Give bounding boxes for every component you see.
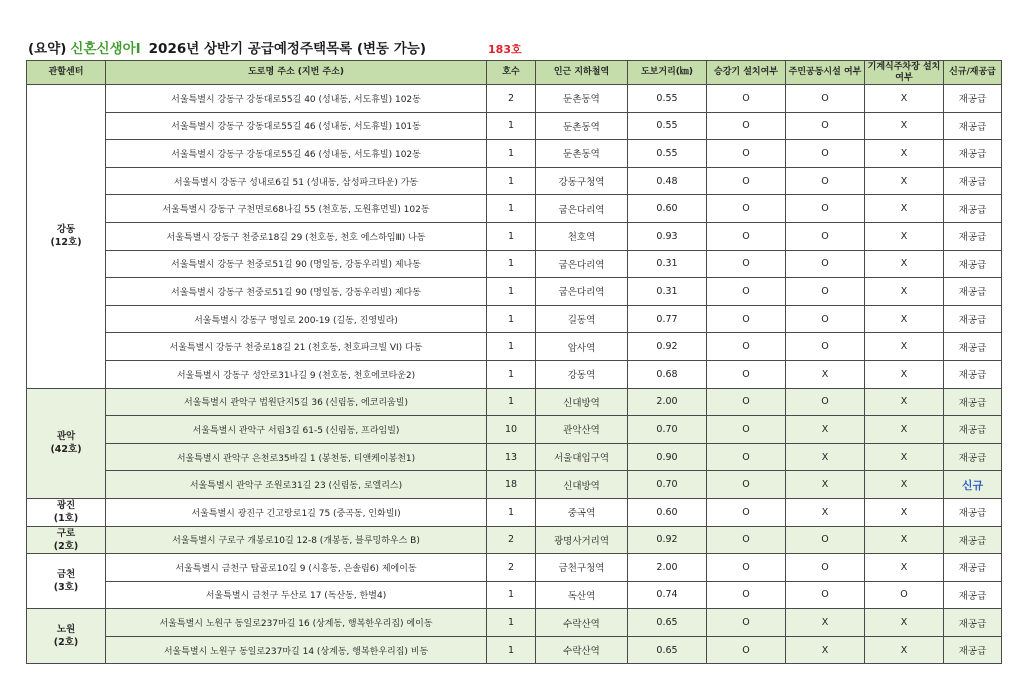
supply-cell: 재공급 bbox=[944, 498, 1002, 526]
mech-parking-cell: X bbox=[865, 636, 944, 664]
col-community-header: 주민공동시설 여부 bbox=[786, 61, 865, 85]
distance-cell: 0.60 bbox=[628, 195, 707, 223]
center-count: (12호) bbox=[50, 237, 82, 249]
mech-parking-cell: X bbox=[865, 498, 944, 526]
address-cell: 서울특별시 강동구 천중로18길 29 (천호동, 천호 에스하임Ⅲ) 나동 bbox=[106, 222, 487, 250]
station-cell: 길동역 bbox=[536, 305, 628, 333]
station-cell: 암사역 bbox=[536, 333, 628, 361]
station-cell: 신대방역 bbox=[536, 471, 628, 499]
distance-cell: 0.90 bbox=[628, 443, 707, 471]
units-cell: 1 bbox=[487, 360, 536, 388]
units-cell: 1 bbox=[487, 498, 536, 526]
address-cell: 서울특별시 구로구 개봉로10길 12-8 (개봉동, 블루밍하우스 B) bbox=[106, 526, 487, 554]
elevator-cell: O bbox=[707, 471, 786, 499]
station-cell: 굽은다리역 bbox=[536, 278, 628, 306]
community-cell: O bbox=[786, 278, 865, 306]
total-count: 183호 bbox=[488, 43, 522, 56]
center-name: 구로 bbox=[56, 527, 76, 539]
units-cell: 2 bbox=[487, 526, 536, 554]
supply-cell: 재공급 bbox=[944, 609, 1002, 637]
address-cell: 서울특별시 강동구 구천면로68나길 55 (천호동, 도원휴먼빌) 102동 bbox=[106, 195, 487, 223]
elevator-cell: O bbox=[707, 443, 786, 471]
table-row bbox=[27, 167, 1002, 195]
mech-parking-cell: X bbox=[865, 609, 944, 637]
mech-parking-cell: X bbox=[865, 140, 944, 168]
center-count: (42호) bbox=[50, 444, 82, 456]
table-row bbox=[27, 554, 1002, 582]
col-mech-parking-header: 기계식주차장 설치여부 bbox=[865, 61, 944, 85]
title-highlight: 신혼신생아Ⅰ bbox=[70, 41, 141, 57]
elevator-cell: O bbox=[707, 140, 786, 168]
elevator-cell: O bbox=[707, 195, 786, 223]
supply-cell: 재공급 bbox=[944, 140, 1002, 168]
units-cell: 1 bbox=[487, 167, 536, 195]
table-row bbox=[27, 471, 1002, 499]
units-cell: 1 bbox=[487, 333, 536, 361]
station-cell: 광명사거리역 bbox=[536, 526, 628, 554]
supply-cell: 재공급 bbox=[944, 416, 1002, 444]
station-cell: 굽은다리역 bbox=[536, 195, 628, 223]
table-row bbox=[27, 443, 1002, 471]
col-supply-header: 신규/재공급 bbox=[944, 61, 1002, 85]
station-cell: 독산역 bbox=[536, 581, 628, 609]
elevator-cell: O bbox=[707, 85, 786, 113]
table-row bbox=[27, 278, 1002, 306]
mech-parking-cell: X bbox=[865, 471, 944, 499]
elevator-cell: O bbox=[707, 416, 786, 444]
community-cell: X bbox=[786, 498, 865, 526]
community-cell: O bbox=[786, 167, 865, 195]
community-cell: O bbox=[786, 581, 865, 609]
table-row bbox=[27, 416, 1002, 444]
elevator-cell: O bbox=[707, 167, 786, 195]
col-elevator-header: 승강기 설치여부 bbox=[707, 61, 786, 85]
station-cell: 굽은다리역 bbox=[536, 250, 628, 278]
col-center-header: 관할센터 bbox=[27, 61, 106, 85]
station-cell: 중곡역 bbox=[536, 498, 628, 526]
distance-cell: 0.65 bbox=[628, 636, 707, 664]
mech-parking-cell: X bbox=[865, 443, 944, 471]
community-cell: O bbox=[786, 112, 865, 140]
units-cell: 1 bbox=[487, 278, 536, 306]
station-cell: 신대방역 bbox=[536, 388, 628, 416]
table-row bbox=[27, 581, 1002, 609]
distance-cell: 0.74 bbox=[628, 581, 707, 609]
mech-parking-cell: X bbox=[865, 360, 944, 388]
table-row bbox=[27, 609, 1002, 637]
center-name: 노원 bbox=[56, 624, 76, 636]
station-cell: 서울대입구역 bbox=[536, 443, 628, 471]
supply-cell: 재공급 bbox=[944, 526, 1002, 554]
distance-cell: 0.31 bbox=[628, 250, 707, 278]
distance-cell: 2.00 bbox=[628, 388, 707, 416]
center-name: 광진 bbox=[56, 500, 76, 512]
elevator-cell: O bbox=[707, 222, 786, 250]
units-cell: 1 bbox=[487, 250, 536, 278]
table-row bbox=[27, 333, 1002, 361]
address-cell: 서울특별시 강동구 천중로51길 90 (명일동, 강동우리빌) 제다동 bbox=[106, 278, 487, 306]
mech-parking-cell: X bbox=[865, 222, 944, 250]
elevator-cell: O bbox=[707, 388, 786, 416]
center-cell bbox=[27, 388, 106, 498]
supply-cell: 재공급 bbox=[944, 636, 1002, 664]
address-cell: 서울특별시 금천구 두산로 17 (독산동, 한별4) bbox=[106, 581, 487, 609]
mech-parking-cell: X bbox=[865, 167, 944, 195]
mech-parking-cell: X bbox=[865, 333, 944, 361]
units-cell: 13 bbox=[487, 443, 536, 471]
station-cell: 둔촌동역 bbox=[536, 140, 628, 168]
units-cell: 18 bbox=[487, 471, 536, 499]
table-row bbox=[27, 85, 1002, 113]
supply-cell: 재공급 bbox=[944, 112, 1002, 140]
elevator-cell: O bbox=[707, 278, 786, 306]
supply-cell: 재공급 bbox=[944, 167, 1002, 195]
mech-parking-cell: X bbox=[865, 195, 944, 223]
address-cell: 서울특별시 관악구 조원로31길 23 (신림동, 로엘리스) bbox=[106, 471, 487, 499]
address-cell: 서울특별시 금천구 탑골로10길 9 (시흥동, 은솔림6) 제에이동 bbox=[106, 554, 487, 582]
distance-cell: 0.55 bbox=[628, 85, 707, 113]
elevator-cell: O bbox=[707, 554, 786, 582]
address-cell: 서울특별시 강동구 명일로 200-19 (길동, 진영빌라) bbox=[106, 305, 487, 333]
address-cell: 서울특별시 강동구 강동대로55길 46 (성내동, 서도휴빌) 101동 bbox=[106, 112, 487, 140]
table-row bbox=[27, 250, 1002, 278]
units-cell: 1 bbox=[487, 636, 536, 664]
mech-parking-cell: X bbox=[865, 278, 944, 306]
mech-parking-cell: O bbox=[865, 581, 944, 609]
distance-cell: 0.70 bbox=[628, 471, 707, 499]
distance-cell: 2.00 bbox=[628, 554, 707, 582]
community-cell: O bbox=[786, 305, 865, 333]
community-cell: O bbox=[786, 140, 865, 168]
center-name: 관악 bbox=[56, 431, 76, 443]
station-cell: 강동구청역 bbox=[536, 167, 628, 195]
supply-cell: 재공급 bbox=[944, 554, 1002, 582]
supply-cell: 재공급 bbox=[944, 195, 1002, 223]
elevator-cell: O bbox=[707, 498, 786, 526]
distance-cell: 0.68 bbox=[628, 360, 707, 388]
supply-cell: 신규 bbox=[944, 471, 1002, 499]
address-cell: 서울특별시 관악구 은천로35바길 1 (봉천동, 티앤케이봉천1) bbox=[106, 443, 487, 471]
table-row bbox=[27, 112, 1002, 140]
community-cell: X bbox=[786, 443, 865, 471]
community-cell: O bbox=[786, 85, 865, 113]
address-cell: 서울특별시 노원구 동일로237마길 16 (상계동, 행복한우리집) 에이동 bbox=[106, 609, 487, 637]
center-name: 강동 bbox=[56, 224, 76, 236]
community-cell: O bbox=[786, 195, 865, 223]
community-cell: O bbox=[786, 222, 865, 250]
table-row bbox=[27, 305, 1002, 333]
distance-cell: 0.55 bbox=[628, 140, 707, 168]
elevator-cell: O bbox=[707, 609, 786, 637]
units-cell: 2 bbox=[487, 85, 536, 113]
community-cell: O bbox=[786, 388, 865, 416]
station-cell: 둔촌동역 bbox=[536, 85, 628, 113]
mech-parking-cell: X bbox=[865, 416, 944, 444]
address-cell: 서울특별시 관악구 서림3길 61-5 (신림동, 프라임빌) bbox=[106, 416, 487, 444]
center-cell bbox=[27, 609, 106, 664]
mech-parking-cell: X bbox=[865, 112, 944, 140]
supply-cell: 재공급 bbox=[944, 85, 1002, 113]
units-cell: 2 bbox=[487, 554, 536, 582]
distance-cell: 0.48 bbox=[628, 167, 707, 195]
address-cell: 서울특별시 강동구 성안로31나길 9 (천호동, 천호에코타운2) bbox=[106, 360, 487, 388]
station-cell: 수락산역 bbox=[536, 609, 628, 637]
distance-cell: 0.60 bbox=[628, 498, 707, 526]
supply-cell: 재공급 bbox=[944, 388, 1002, 416]
center-count: (2호) bbox=[53, 540, 79, 552]
address-cell: 서울특별시 광진구 긴고랑로1길 75 (중곡동, 인화빌Ⅰ) bbox=[106, 498, 487, 526]
center-count: (3호) bbox=[53, 582, 79, 594]
supply-cell: 재공급 bbox=[944, 581, 1002, 609]
units-cell: 1 bbox=[487, 222, 536, 250]
address-cell: 서울특별시 강동구 천중로18길 21 (천호동, 천호파크빌 VI) 다동 bbox=[106, 333, 487, 361]
station-cell: 관악산역 bbox=[536, 416, 628, 444]
units-cell: 1 bbox=[487, 195, 536, 223]
distance-cell: 0.93 bbox=[628, 222, 707, 250]
address-cell: 서울특별시 강동구 강동대로55길 46 (성내동, 서도휴빌) 102동 bbox=[106, 140, 487, 168]
col-distance-header: 도보거리(㎞) bbox=[628, 61, 707, 85]
address-cell: 서울특별시 강동구 강동대로55길 40 (성내동, 서도휴빌) 102동 bbox=[106, 85, 487, 113]
community-cell: O bbox=[786, 250, 865, 278]
col-units-header: 호수 bbox=[487, 61, 536, 85]
community-cell: X bbox=[786, 636, 865, 664]
station-cell: 천호역 bbox=[536, 222, 628, 250]
elevator-cell: O bbox=[707, 360, 786, 388]
table-row bbox=[27, 195, 1002, 223]
table-body bbox=[27, 85, 1002, 664]
supply-cell: 재공급 bbox=[944, 222, 1002, 250]
col-address-header: 도로명 주소 (지번 주소) bbox=[106, 61, 487, 85]
mech-parking-cell: X bbox=[865, 554, 944, 582]
address-cell: 서울특별시 노원구 동일로237마길 14 (상계동, 행복한우리집) 비동 bbox=[106, 636, 487, 664]
station-cell: 둔촌동역 bbox=[536, 112, 628, 140]
units-cell: 1 bbox=[487, 140, 536, 168]
table-row bbox=[27, 140, 1002, 168]
station-cell: 강동역 bbox=[536, 360, 628, 388]
address-cell: 서울특별시 관악구 법원단지5길 36 (신림동, 에코리움빌) bbox=[106, 388, 487, 416]
col-station-header: 인근 지하철역 bbox=[536, 61, 628, 85]
units-cell: 1 bbox=[487, 112, 536, 140]
supply-cell: 재공급 bbox=[944, 443, 1002, 471]
community-cell: X bbox=[786, 471, 865, 499]
supply-cell: 재공급 bbox=[944, 278, 1002, 306]
community-cell: O bbox=[786, 554, 865, 582]
housing-table bbox=[26, 60, 1002, 664]
community-cell: X bbox=[786, 609, 865, 637]
address-cell: 서울특별시 강동구 천중로51길 90 (명일동, 강동우리빌) 제나동 bbox=[106, 250, 487, 278]
table-row bbox=[27, 222, 1002, 250]
elevator-cell: O bbox=[707, 250, 786, 278]
center-count: (1호) bbox=[53, 513, 79, 525]
center-name: 금천 bbox=[56, 569, 76, 581]
elevator-cell: O bbox=[707, 581, 786, 609]
mech-parking-cell: X bbox=[865, 250, 944, 278]
community-cell: X bbox=[786, 416, 865, 444]
units-cell: 1 bbox=[487, 609, 536, 637]
units-cell: 1 bbox=[487, 581, 536, 609]
station-cell: 금천구청역 bbox=[536, 554, 628, 582]
center-cell bbox=[27, 498, 106, 526]
elevator-cell: O bbox=[707, 526, 786, 554]
title-main: 2026년 상반기 공급예정주택목록 (변동 가능) bbox=[148, 41, 427, 57]
mech-parking-cell: X bbox=[865, 305, 944, 333]
mech-parking-cell: X bbox=[865, 85, 944, 113]
distance-cell: 0.92 bbox=[628, 333, 707, 361]
supply-cell: 재공급 bbox=[944, 360, 1002, 388]
supply-cell: 재공급 bbox=[944, 333, 1002, 361]
center-cell bbox=[27, 526, 106, 554]
distance-cell: 0.31 bbox=[628, 278, 707, 306]
title-prefix: (요약) bbox=[28, 41, 67, 57]
elevator-cell: O bbox=[707, 305, 786, 333]
center-cell bbox=[27, 554, 106, 609]
station-cell: 수락산역 bbox=[536, 636, 628, 664]
table-row bbox=[27, 636, 1002, 664]
mech-parking-cell: X bbox=[865, 388, 944, 416]
supply-cell: 재공급 bbox=[944, 305, 1002, 333]
distance-cell: 0.92 bbox=[628, 526, 707, 554]
table-row bbox=[27, 498, 1002, 526]
mech-parking-cell: X bbox=[865, 526, 944, 554]
community-cell: X bbox=[786, 360, 865, 388]
table-row bbox=[27, 388, 1002, 416]
document-title bbox=[28, 37, 522, 59]
center-cell bbox=[27, 85, 106, 389]
distance-cell: 0.55 bbox=[628, 112, 707, 140]
elevator-cell: O bbox=[707, 636, 786, 664]
table-row bbox=[27, 526, 1002, 554]
distance-cell: 0.65 bbox=[628, 609, 707, 637]
center-count: (2호) bbox=[53, 637, 79, 649]
community-cell: O bbox=[786, 333, 865, 361]
table-row bbox=[27, 360, 1002, 388]
supply-cell: 재공급 bbox=[944, 250, 1002, 278]
units-cell: 1 bbox=[487, 388, 536, 416]
units-cell: 1 bbox=[487, 305, 536, 333]
address-cell: 서울특별시 강동구 성내로6길 51 (성내동, 삼성파크타운) 가동 bbox=[106, 167, 487, 195]
elevator-cell: O bbox=[707, 112, 786, 140]
elevator-cell: O bbox=[707, 333, 786, 361]
header-row bbox=[27, 61, 1002, 85]
distance-cell: 0.77 bbox=[628, 305, 707, 333]
community-cell: O bbox=[786, 526, 865, 554]
distance-cell: 0.70 bbox=[628, 416, 707, 444]
units-cell: 10 bbox=[487, 416, 536, 444]
